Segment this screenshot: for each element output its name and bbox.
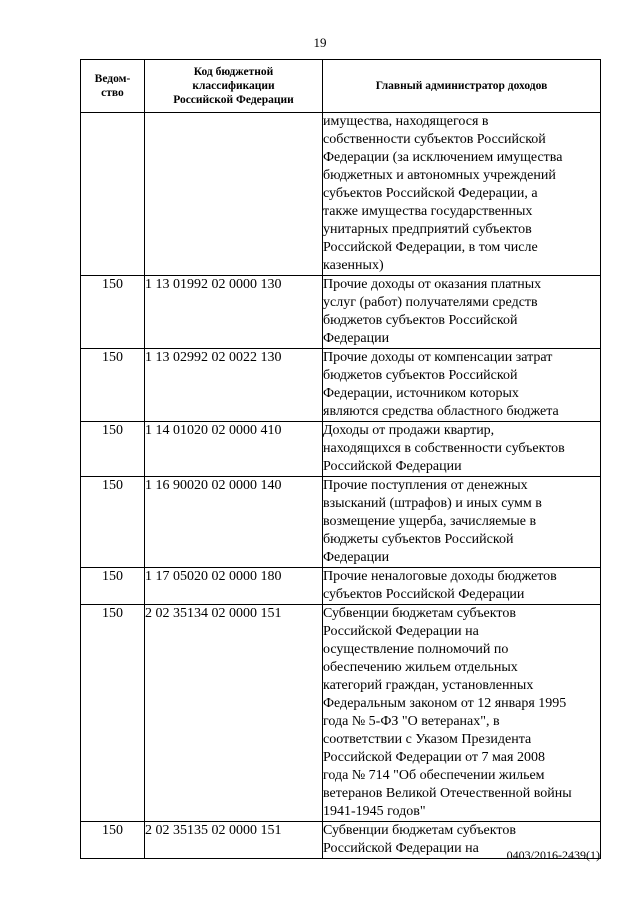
description-line: Российской Федерации от 7 мая 2008	[323, 750, 545, 765]
budget-code-cell: 1 14 01020 02 0000 410	[145, 422, 323, 477]
page-number: 19	[313, 35, 327, 50]
description-line: ветеранов Великой Отечественной войны	[323, 786, 572, 801]
description-line: являются средства областного бюджета	[323, 404, 559, 419]
administrator-cell	[323, 113, 601, 276]
budget-code-cell: 1 13 01992 02 0000 130	[145, 276, 323, 349]
description-line: бюджетных и автономных учреждений	[323, 168, 556, 183]
table-row	[81, 605, 601, 822]
description-line: казенных)	[323, 258, 384, 273]
budget-code-cell: 1 17 05020 02 0000 180	[145, 568, 323, 605]
table-row	[81, 349, 601, 422]
header-dept-line: Ведом-	[94, 73, 131, 85]
description-line: осуществление полномочий по	[323, 642, 509, 657]
description-line: услуг (работ) получателями средств	[323, 295, 538, 310]
description-line: Прочие поступления от денежных	[323, 478, 528, 493]
table-body	[81, 113, 601, 859]
description-line: субъектов Российской Федерации	[323, 587, 525, 602]
description-line: находящихся в собственности субъектов	[323, 441, 565, 456]
table-row	[81, 422, 601, 477]
administrator-cell	[323, 349, 601, 422]
description-line: Доходы от продажи квартир,	[323, 423, 495, 438]
dept-cell: 150	[81, 568, 145, 605]
description-line: субъектов Российской Федерации, а	[323, 186, 538, 201]
budget-code-cell: 2 02 35134 02 0000 151	[145, 605, 323, 822]
description-line: Федерации (за исключением имущества	[323, 150, 563, 165]
dept-cell: 150	[81, 422, 145, 477]
dept-cell: 150	[81, 276, 145, 349]
budget-code-cell: 2 02 35135 02 0000 151	[145, 822, 323, 859]
dept-cell	[81, 113, 145, 276]
description-line: бюджетов субъектов Российской	[323, 368, 518, 383]
description-line: Прочие доходы от оказания платных	[323, 277, 542, 292]
administrator-cell	[323, 422, 601, 477]
dept-cell: 150	[81, 349, 145, 422]
administrator-cell	[323, 605, 601, 822]
description-line: Федеральным законом от 12 января 1995	[323, 696, 567, 711]
header-code-line: Код бюджетной	[193, 66, 274, 78]
header-dept	[81, 60, 145, 113]
budget-code-cell: 1 13 02992 02 0022 130	[145, 349, 323, 422]
description-line: Прочие неналоговые доходы бюджетов	[323, 569, 557, 584]
description-line: Субвенции бюджетам субъектов	[323, 606, 516, 621]
description-line: Федерации	[323, 550, 390, 565]
table-row	[81, 276, 601, 349]
description-line: бюджетов субъектов Российской	[323, 313, 518, 328]
description-line: имущества, находящегося в	[323, 114, 489, 129]
description-line: категорий граждан, установленных	[323, 678, 534, 693]
description-line: Федерации, источником которых	[323, 386, 519, 401]
description-line: унитарных предприятий субъектов	[323, 222, 532, 237]
description-line: Субвенции бюджетам субъектов	[323, 823, 516, 838]
description-line: Российской Федерации	[323, 459, 462, 474]
description-line: возмещение ущерба, зачисляемые в	[323, 514, 537, 529]
header-code-line: классификации	[192, 80, 275, 92]
description-line: года № 5-ФЗ "О ветеранах", в	[323, 714, 500, 729]
header-admin-line: Главный администратор доходов	[375, 80, 548, 92]
budget-classification-table	[80, 59, 601, 859]
administrator-cell	[323, 568, 601, 605]
table-header-row	[81, 60, 601, 113]
description-line: 1941-1945 годов"	[323, 804, 426, 819]
table-row	[81, 113, 601, 276]
administrator-cell	[323, 276, 601, 349]
description-line: соответствии с Указом Президента	[323, 732, 532, 747]
header-dept-line: ство	[101, 87, 124, 99]
table-row	[81, 568, 601, 605]
description-line: бюджеты субъектов Российской	[323, 532, 514, 547]
table-row	[81, 477, 601, 568]
description-line: собственности субъектов Российской	[323, 132, 546, 147]
description-line: года № 714 "Об обеспечении жильем	[323, 768, 545, 783]
description-line: обеспечению жильем отдельных	[323, 660, 518, 675]
dept-cell: 150	[81, 822, 145, 859]
description-line: Российской Федерации на	[323, 624, 479, 639]
description-line: Федерации	[323, 331, 390, 346]
budget-code-cell	[145, 113, 323, 276]
header-admin	[323, 60, 601, 113]
description-line: также имущества государственных	[323, 204, 533, 219]
administrator-cell	[323, 477, 601, 568]
description-line: Российской Федерации, в том числе	[323, 240, 538, 255]
dept-cell: 150	[81, 477, 145, 568]
header-code-line: Российской Федерации	[173, 94, 294, 106]
dept-cell: 150	[81, 605, 145, 822]
description-line: Прочие доходы от компенсации затрат	[323, 350, 553, 365]
description-line: Российской Федерации на	[323, 841, 479, 856]
description-line: взысканий (штрафов) и иных сумм в	[323, 496, 542, 511]
budget-code-cell: 1 16 90020 02 0000 140	[145, 477, 323, 568]
document-code: 0403/2016-2439(1)	[506, 848, 600, 862]
header-code	[145, 60, 323, 113]
